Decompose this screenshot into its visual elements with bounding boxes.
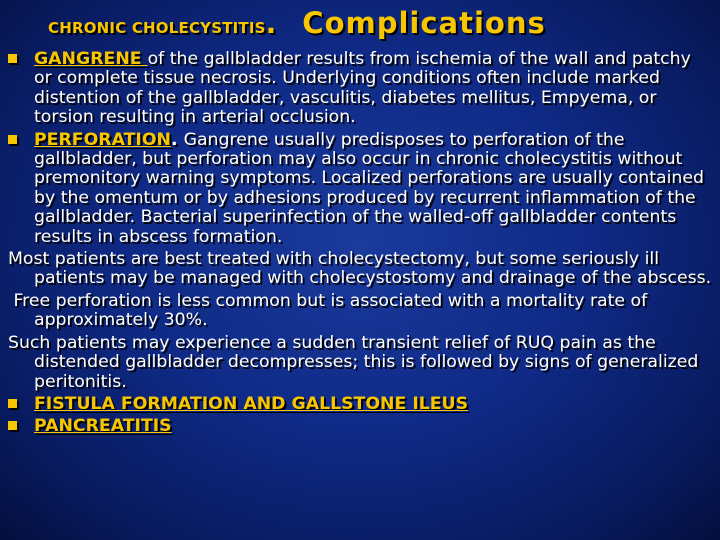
treatment-paragraph: Most patients are best treated with cholecystectomy, but some seriously ill patients may be managed with cholecystostomy and drainage of the abscess.: [8, 249, 712, 289]
bullet-perforation: [8, 131, 712, 247]
keyword-pancreatitis: PANCREATITIS: [34, 416, 172, 437]
keyword-gangrene: GANGRENE: [34, 49, 148, 69]
keyword-fistula: FISTULA FORMATION AND GALLSTONE ILEUS: [34, 393, 469, 414]
bullet-fistula: [8, 395, 712, 414]
bullet-square-icon: [8, 54, 17, 63]
perforation-text: Gangrene usually predisposes to perforation of the gallbladder, but perforation may also occur in chronic cholecystitis without premonitory warning symptoms. Localized perforations are usually contained by the omentum or by adhesions produced by recurrent inflammation of the gallbladder. Bacterial superinfection of the walled-off gallbladder contents results in abscess formation.: [34, 129, 704, 247]
gangrene-text: of the gallbladder results from ischemia of the wall and patchy or complete tissue necrosis. Underlying conditions often include marked distention of the gallbladder, vasculitis, diabetes mellitus, Empyema, or torsion resulting in arterial occlusion.: [34, 49, 691, 128]
relief-paragraph: Such patients may experience a sudden transient relief of RUQ pain as the distended gallbladder decompresses; this is followed by signs of generalized peritonitis.: [8, 332, 699, 392]
title-dot: .: [265, 7, 277, 40]
keyword-perforation: PERFORATION: [34, 129, 171, 150]
slide-title: [48, 6, 546, 46]
title-main: Complications: [302, 6, 546, 40]
title-prefix: CHRONIC CHOLECYSTITIS: [48, 19, 266, 37]
bullet-square-icon: [8, 135, 17, 144]
slide-body: [8, 50, 712, 437]
bullet-gangrene: [8, 50, 712, 128]
bullet-pancreatitis: [8, 417, 712, 436]
bullet-square-icon: [8, 399, 17, 408]
free-perforation-paragraph: Free perforation is less common but is associated with a mortality rate of approximately 30%.: [8, 290, 653, 331]
perforation-separator: .: [170, 129, 184, 150]
bullet-square-icon: [8, 421, 17, 430]
